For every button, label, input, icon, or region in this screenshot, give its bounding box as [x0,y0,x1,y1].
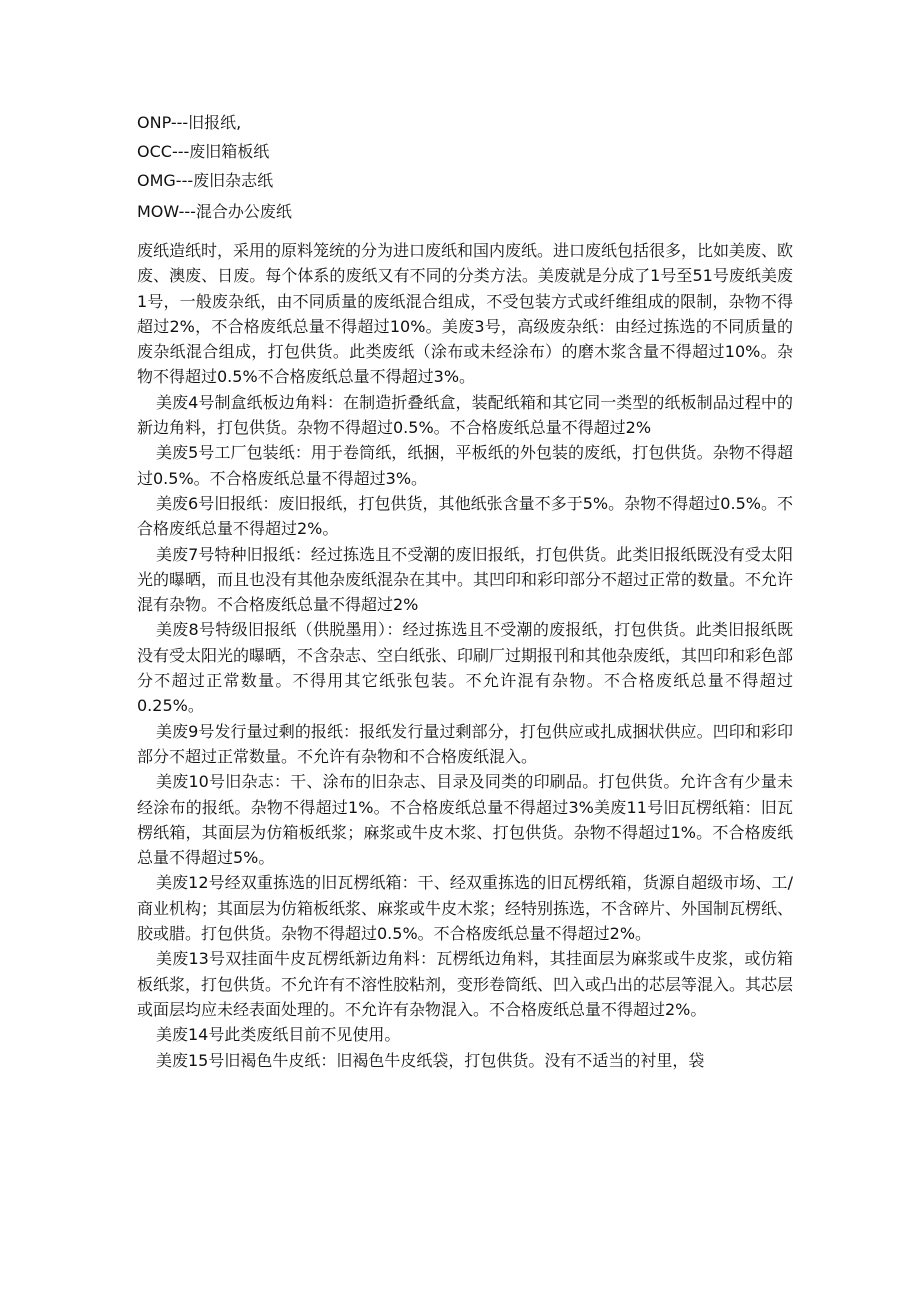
abbreviation-onp: ONP---旧报纸, [137,113,242,132]
paragraph-grade-4: 美废4号制盒纸板边角料：在制造折叠纸盒，装配纸箱和其它同一类型的纸板制品过程中的新边角料，打包供货。杂物不得超过0.5%。不合格废纸总量不得超过2% [137,392,793,438]
abbreviation-omg: OMG---废旧杂志纸 [137,171,274,190]
body-text [137,238,793,1073]
paragraph-grade-13: 美废13号双挂面牛皮瓦楞纸新边角料：瓦楞纸边角料，其挂面层为麻浆或牛皮浆，或仿箱板纸浆，打包供货。不允许有不溶性胶粘剂，变形卷筒纸、凹入或凸出的芯层等混入。其芯层或面层均应未经表面处理的。不允许有杂物混入。不合格废纸总量不得超过2%。 [137,949,794,1019]
paragraph-grade-7: 美废7号特种旧报纸：经过拣选且不受潮的废旧报纸，打包供货。此类旧报纸既没有受太阳光的曝晒，而且也没有其他杂废纸混杂在其中。其凹印和彩印部分不超过正常的数量。不允许混有杂物。不合格废纸总量不得超过2% [137,544,794,615]
paragraph-grade-6: 美废6号旧报纸：废旧报纸，打包供货，其他纸张含量不多于5%。杂物不得超过0.5%。不合格废纸总量不得超过2%。 [137,493,793,539]
paragraph-grade-9: 美废9号发行量过剩的报纸：报纸发行量过剩部分，打包供应或扎成捆状供应。凹印和彩印部分不超过正常数量。不允许有杂物和不合格废纸混入。 [137,721,793,766]
paragraph-grade-5: 美废5号工厂包装纸：用于卷筒纸，纸捆，平板纸的外包装的废纸，打包供货。杂物不得超过0.5%。不合格废纸总量不得超过3%。 [137,443,793,488]
abbreviation-mow: MOW---混合办公废纸 [137,202,292,221]
paragraph-grade-12: 美废12号经双重拣选的旧瓦楞纸箱：干、经双重拣选的旧瓦楞纸箱，货源自超级市场、工/商业机构；其面层为仿箱板纸浆、麻浆或牛皮木浆；经特别拣选，不含碎片、外国制瓦楞纸、胶或腊。打包供货。杂物不得超过0.5%。不合格废纸总量不得超过2%。 [137,873,794,944]
abbreviation-list [137,108,787,226]
paragraph-grade-10-11: 美废10号旧杂志：干、涂布的旧杂志、目录及同类的印刷品。打包供货。允许含有少量未经涂布的报纸。杂物不得超过1%。不合格废纸总量不得超过3%美废11号旧瓦楞纸箱：旧瓦楞纸箱，其面层为仿箱板纸浆；麻浆或牛皮木浆、打包供货。杂物不得超过1%。不合格废纸总量不得超过5%。 [137,772,793,868]
paragraph-intro: 废纸造纸时，采用的原料笼统的分为进口废纸和国内废纸。进口废纸包括很多，比如美废、欧废、澳废、日废。每个体系的废纸又有不同的分类方法。美废就是分成了1号至51号废纸美废1号，一般废杂纸，由不同质量的废纸混合组成，不受包装方式或纤维组成的限制，杂物不得超过2%，不合格废纸总量不得超过10%。美废3号，高级废杂纸：由经过拣选的不同质量的废杂纸混合组成，打包供货。此类废纸（涂布或未经涂布）的磨木浆含量不得超过10%。杂物不得超过0.5%不合格废纸总量不得超过3%。 [137,241,794,387]
paragraph-grade-15: 美废15号旧褐色牛皮纸：旧褐色牛皮纸袋，打包供货。没有不适当的衬里，袋 [156,1050,705,1070]
paragraph-grade-14: 美废14号此类废纸目前不见使用。 [156,1025,401,1045]
paragraph-grade-8: 美废8号特级旧报纸（供脱墨用）：经过拣选且不受潮的废报纸，打包供货。此类旧报纸既没有受太阳光的曝晒，不含杂志、空白纸张、印刷厂过期报刊和其他杂废纸，其凹印和彩色部分不超过正常数量。不得用其它纸张包装。不允许混有杂物。不合格废纸总量不得超过0.25%。 [137,620,794,716]
abbreviation-occ: OCC---废旧箱板纸 [137,142,270,161]
